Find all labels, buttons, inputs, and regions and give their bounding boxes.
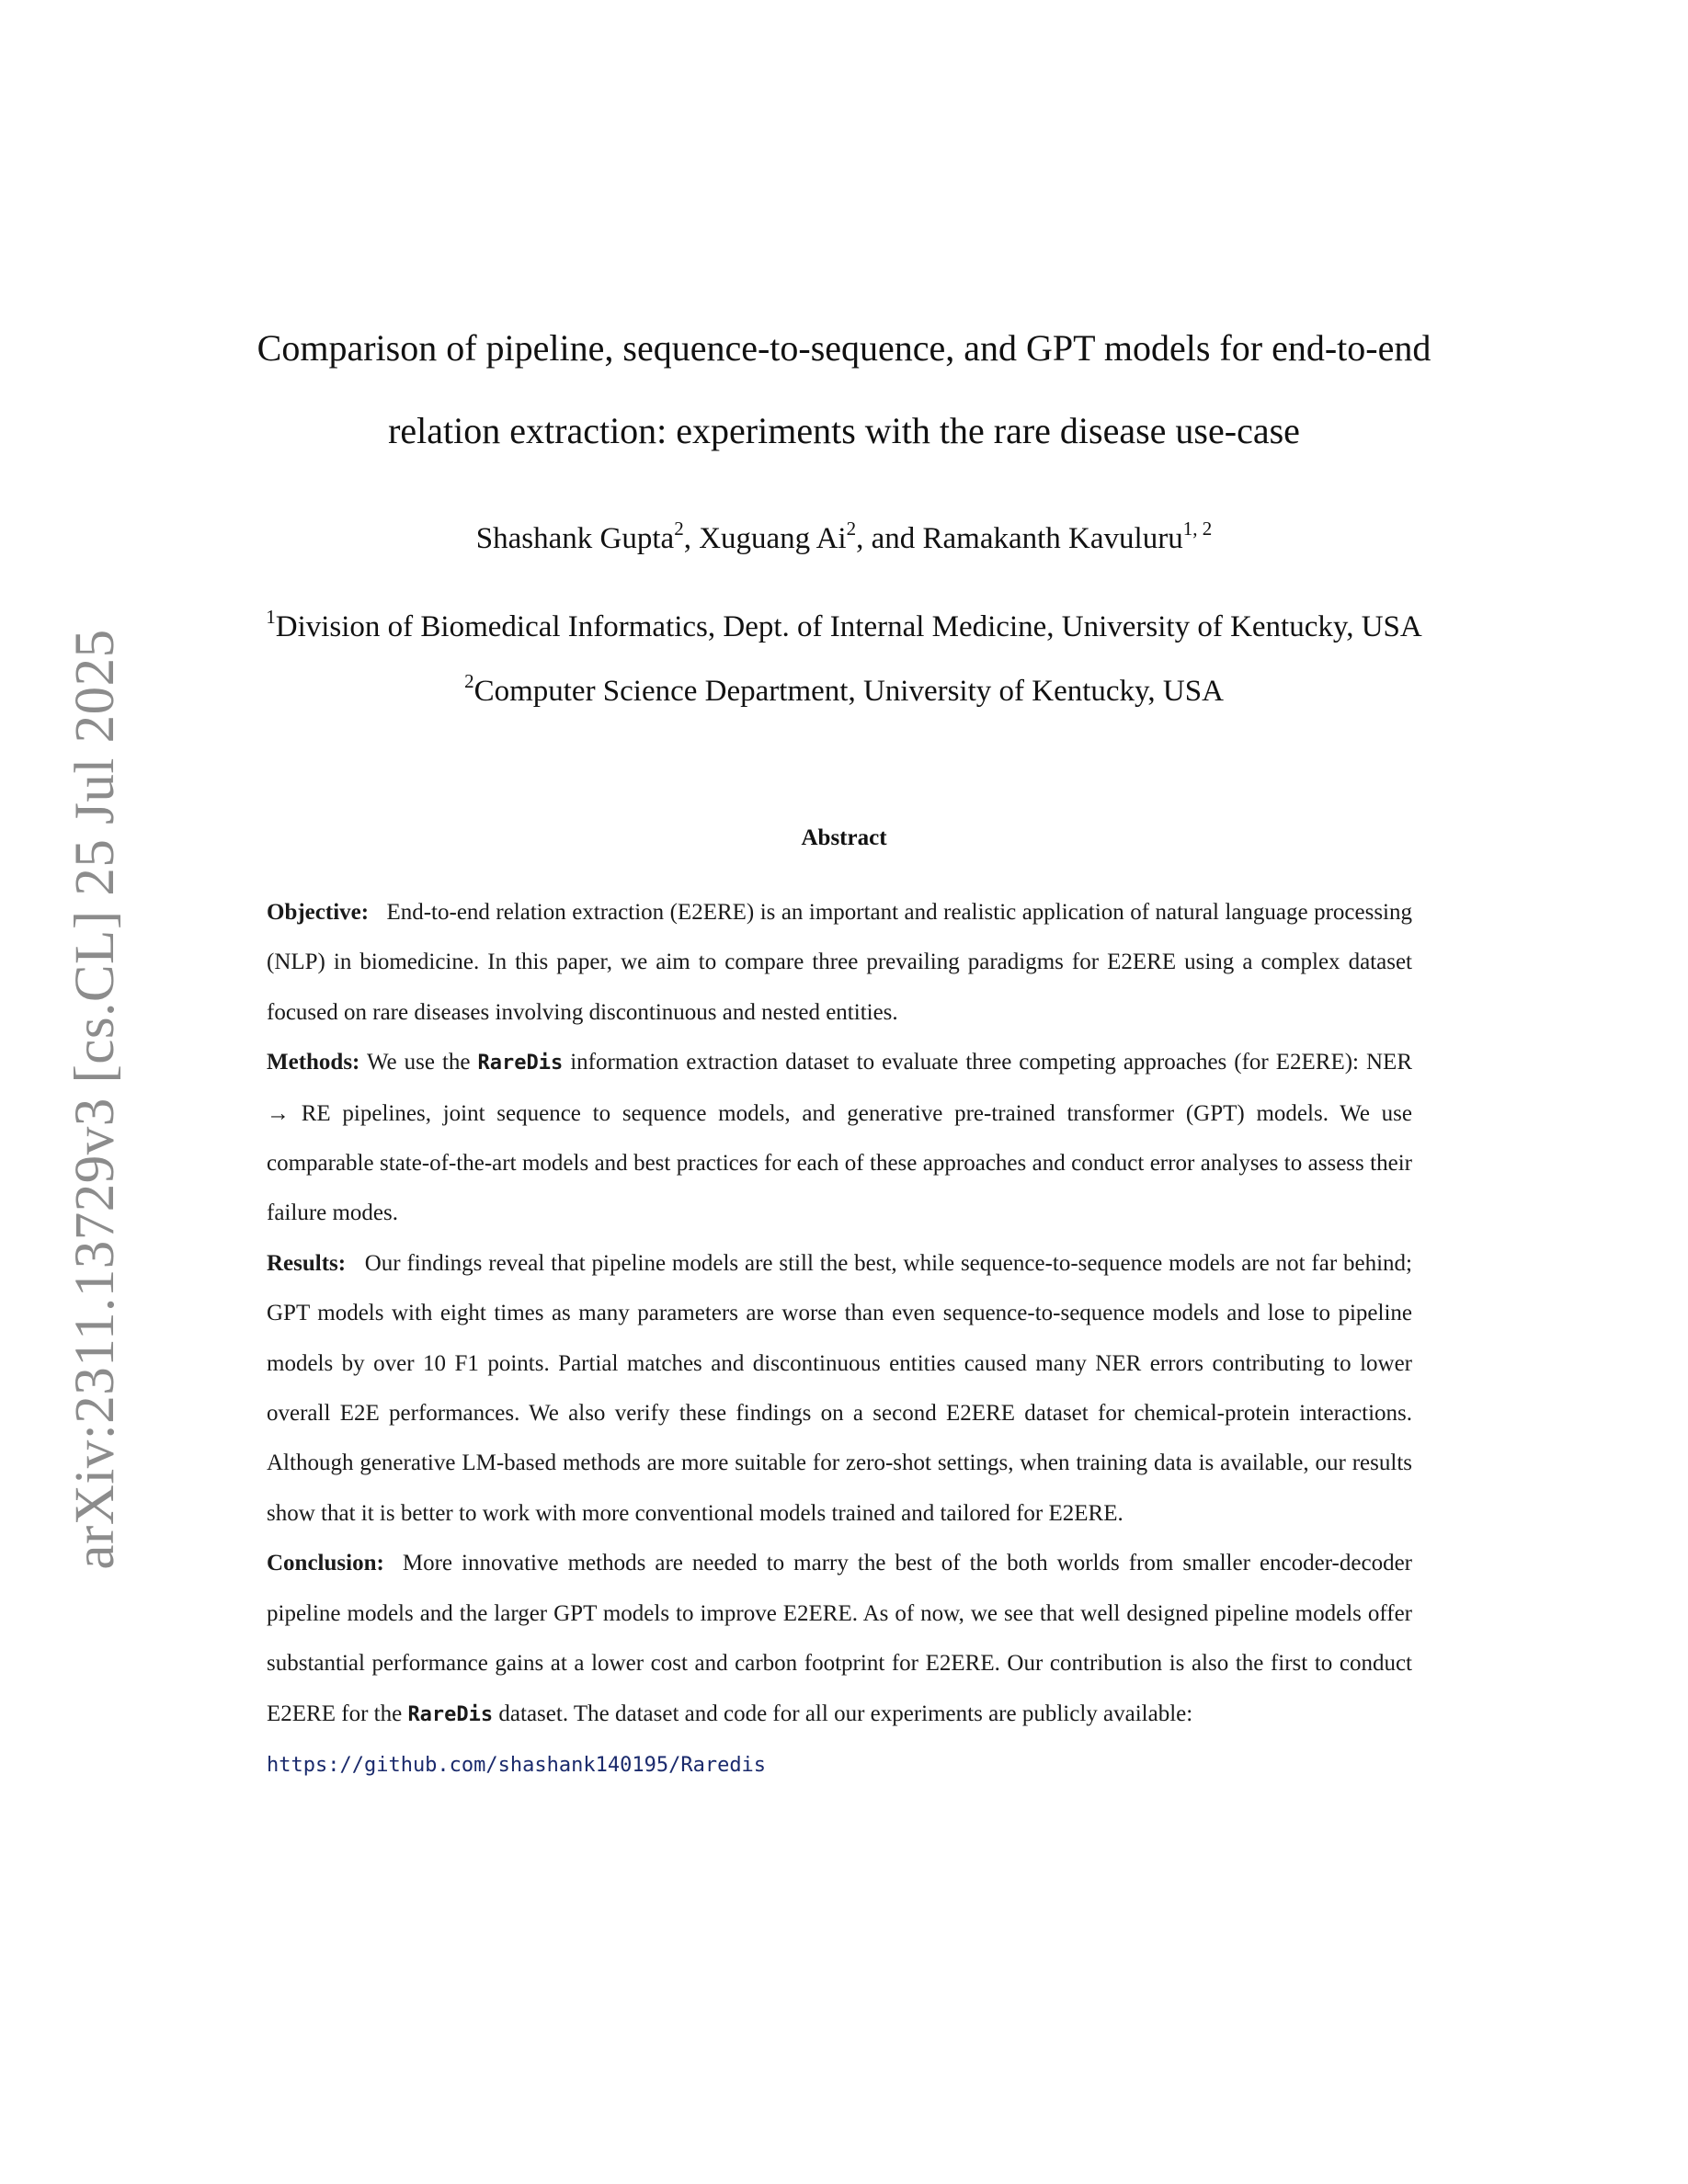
affiliation-marker: 1 <box>266 606 276 628</box>
abstract-body <box>267 888 1412 1791</box>
author-list <box>0 513 1688 567</box>
methods-text-post: information extraction dataset to evaluate three competing approaches (for E2ERE): NER → RE pipelines, joint sequence to sequence models, and generative pre-trained transformer (GPT) models. We use comparable state-of-the-art models and best practices for each of these approaches and conduct error analyses to assess their failure modes. <box>267 1050 1413 1226</box>
objective-label: Objective: <box>267 900 370 925</box>
author-affiliation-marker: 1, 2 <box>1182 518 1213 540</box>
code-repository-link[interactable]: https://github.com/shashank140195/Raredis <box>267 1753 767 1777</box>
abstract-results <box>267 1239 1412 1539</box>
methods-label: Methods: <box>267 1050 360 1075</box>
affiliation-marker: 2 <box>464 670 474 692</box>
methods-text-pre: We use the <box>366 1050 471 1075</box>
dataset-name: RareDis <box>477 1052 564 1075</box>
author-separator: , <box>683 522 700 555</box>
abstract-conclusion <box>267 1539 1412 1791</box>
author-name: Ramakanth Kavuluru <box>922 522 1183 555</box>
affiliation-text: Division of Biomedical Informatics, Dept. of Internal Medicine, University of Kentucky, USA <box>275 610 1422 643</box>
conclusion-text-pre: More innovative methods are needed to marry the best of the both worlds from smaller encoder-decoder pipeline models and the larger GPT models to improve E2ERE. As of now, we see that well designed pipeline models offer substantial performance gains at a lower cost and carbon footprint for E2ERE. Our contribution is also the first to conduct E2ERE for the <box>267 1551 1413 1726</box>
arxiv-identifier-stamp: arXiv:2311.13729v3 [cs.CL] 25 Jul 2025 <box>64 629 126 1570</box>
author-affiliation-marker: 2 <box>846 518 857 540</box>
paper-title-line-2: relation extraction: experiments with the rare disease use-case <box>388 410 1300 451</box>
affiliation-text: Computer Science Department, University of Kentucky, USA <box>473 675 1224 708</box>
author-separator: , and <box>856 522 923 555</box>
affiliation-2 <box>0 665 1688 720</box>
abstract-heading: Abstract <box>801 825 887 850</box>
results-label: Results: <box>267 1250 347 1276</box>
abstract-methods <box>267 1038 1412 1239</box>
affiliation-1 <box>0 601 1688 655</box>
conclusion-label: Conclusion: <box>267 1551 384 1576</box>
conclusion-text-post: dataset. The dataset and code for all our experiments are publicly available: <box>498 1701 1193 1726</box>
author-name: Shashank Gupta <box>475 522 675 555</box>
results-text: Our findings reveal that pipeline models are still the best, while sequence-to-sequence models are not far behind; GPT models with eight times as many parameters are worse than even sequence-to-sequence models and lose to pipeline models by over 10 F1 points. Partial matches and discontinuous entities caused many NER errors contributing to lower overall E2E performances. We also verify these findings on a second E2ERE dataset for chemical-protein interactions. Although generative LM-based methods are more suitable for zero-shot settings, when training data is available, our results show that it is better to work with more conventional models trained and tailored for E2ERE. <box>267 1250 1412 1526</box>
dataset-name: RareDis <box>407 1702 494 1726</box>
author-affiliation-marker: 2 <box>674 518 684 540</box>
abstract-objective <box>267 888 1412 1038</box>
author-name: Xuguang Ai <box>699 522 847 555</box>
paper-title-line-1: Comparison of pipeline, sequence-to-sequence, and GPT models for end-to-end <box>257 327 1431 369</box>
paper-title <box>0 307 1688 472</box>
objective-text: End-to-end relation extraction (E2ERE) is an important and realistic application of natural language processing (NLP) in biomedicine. In this paper, we aim to compare three prevailing paradigms for E2ERE using a complex dataset focused on rare diseases involving discontinuous and nested entities. <box>267 900 1412 1025</box>
